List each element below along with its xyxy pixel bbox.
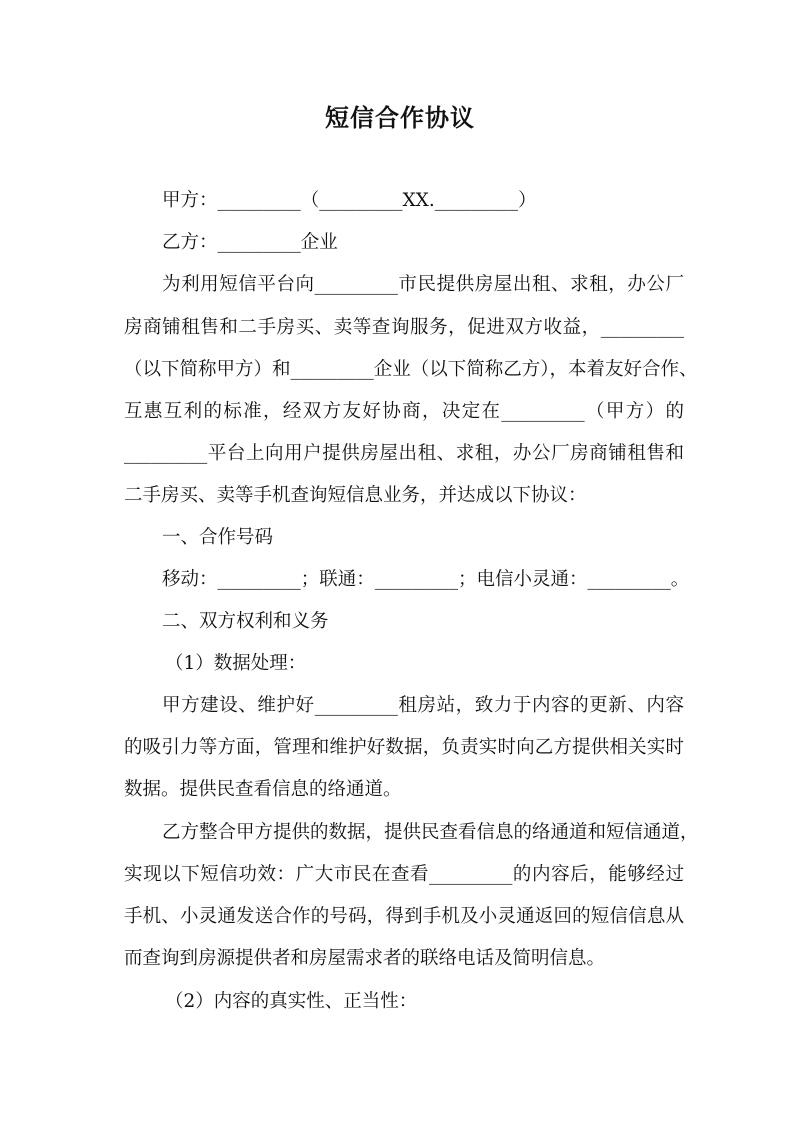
data-processing-line-1: 甲方建设、维护好_________租房站，致力于内容的更新、内容 [162, 695, 684, 716]
document-title: 短信合作协议 [325, 103, 475, 132]
cooperation-numbers-line: 移动：_________；联通：_________；电信小灵通：_________。 [162, 569, 690, 590]
party-b-duty-line-3: 手机、小灵通发送合作的号码，得到手机及小灵通返回的短信信息从 [124, 906, 684, 927]
data-processing-line-3: 数据。提供民查看信息的络通道。 [124, 779, 402, 800]
preamble-line-1: 为利用短信平台向_________市民提供房屋出租、求租，办公厂 [162, 274, 684, 295]
preamble-line-6: 二手房买、卖等手机查询短信息业务，并达成以下协议： [124, 485, 587, 506]
section-1-heading: 一、合作号码 [162, 527, 274, 548]
party-a-line: 甲方：_________（_________XX._________） [162, 190, 537, 211]
party-b-duty-line-1: 乙方整合甲方提供的数据，提供民查看信息的络通道和短信通道， [162, 822, 699, 843]
preamble-line-5: _________平台上向用户提供房屋出租、求租，办公厂房商铺租售和 [124, 443, 684, 464]
data-processing-line-2: 的吸引力等方面，管理和维护好数据，负责实时向乙方提供相关实时 [124, 737, 684, 758]
party-b-duty-line-4: 而查询到房源提供者和房屋需求者的联络电话及简明信息。 [124, 948, 606, 969]
preamble-line-4: 互惠互利的标准，经双方友好协商，决定在_________（甲方）的 [124, 401, 684, 422]
preamble-line-2: 房商铺租售和二手房买、卖等查询服务，促进双方收益，_________ [124, 317, 684, 338]
subsection-2-heading: （2）内容的真实性、正当性： [165, 991, 418, 1012]
party-b-duty-line-2: 实现以下短信功效：广大市民在查看_________的内容后，能够经过 [124, 864, 684, 885]
section-2-heading: 二、双方权利和义务 [162, 611, 329, 632]
party-b-line: 乙方：_________企业 [162, 232, 338, 253]
preamble-line-3: （以下简称甲方）和_________企业（以下简称乙方），本着友好合作、 [124, 359, 698, 380]
subsection-1-heading: （1）数据处理： [165, 653, 307, 674]
